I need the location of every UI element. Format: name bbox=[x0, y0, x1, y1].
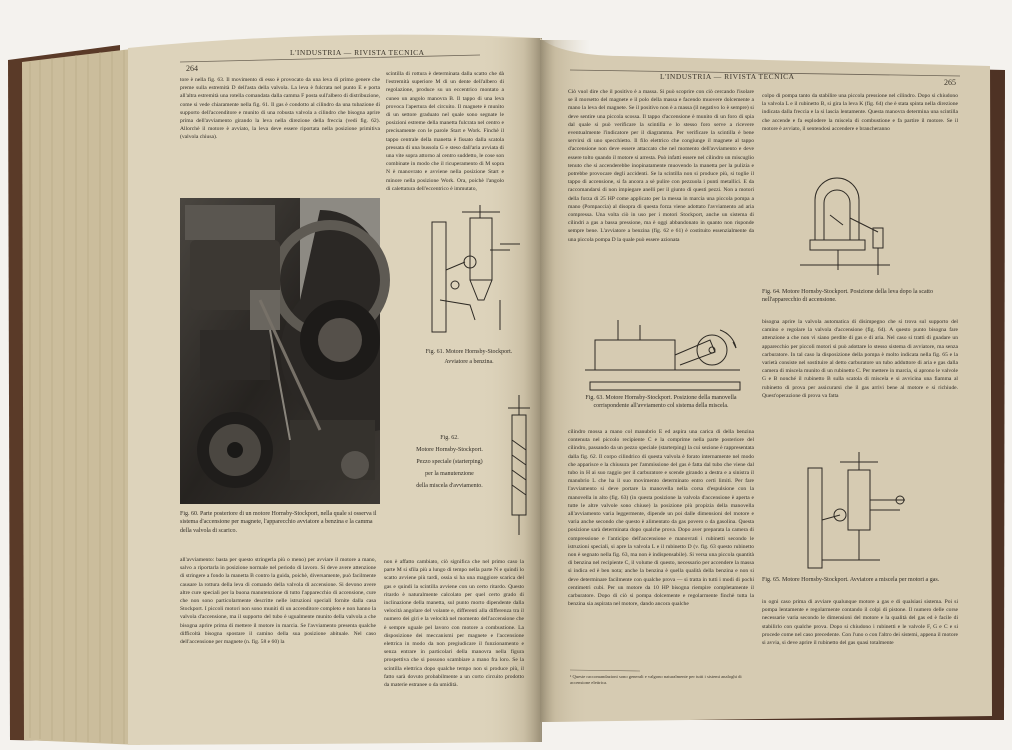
right-running-head: L'INDUSTRIA — RIVISTA TECNICA bbox=[660, 72, 795, 81]
fig64-caption: Fig. 64. Motore Hornsby-Stockport. Posizione della leva dopo la scatto nell'apparecchio di accensione. bbox=[762, 289, 933, 304]
fig62-caption-4: per la manutenzione bbox=[425, 471, 474, 477]
fig61-caption-line2: Avviatore a benzina. bbox=[444, 359, 494, 365]
right-col2-mid-text: bisogna aprire la valvola automatica di disimpegno che si trova sul supporto del camino e regolare la valvola d'accensione (fig. 64). A questo punto bisogna fare attenzione a che non vi siano perdite di gas e di aria. Nel caso si tratti di guadare un apparecchio per piccoli motori si può adottare lo stesso sistema di avviatore, ma senza carburatore. In tal caso la disposizione della pompa è molto indicata nella fig. 65 e la varietà consiste nel sostituire al detto carburatore un tubo adduttore di aria e gas dalla camera di miscela munito di un rubinetto C. Per mettere in marcia, si aprono le valvole G e B nonché il rubinetto B sulla scatola di miscela e si avvicina una fiamma al rubinetto di prova per assicurarsi che il gas arrivi bene al motore e si richiude. Quest'operazione di prova va fatta bbox=[762, 319, 958, 399]
right-col2-bottom-text: in ogni caso prima di avviare qualunque motore a gas e di qualsiasi sistema. Poi si pompa lentamente e regolarmente contando il colpi di pistone. Il numero delle corse necessarie varia secondo le dimensioni del motore e la qualità del gas ed è facile di stabilirlo con qualche prova. Dopo si chiudono i rubinetti e le valvole F, G e C e si procede come nel caso precedente. Con l'uno o con l'altro dei sistemi, appena il motore si avvia, si deve aprire il rubinetto del gas quasi totalmente bbox=[762, 599, 958, 647]
fig60-engine-photo bbox=[180, 198, 385, 504]
left-col2-top-text: scintilla di rottura è determinata dalla scatto che dà l'estremità superiore M di un dente dell'albero di regolazione, produce su un eccentrico montato a cuneo un angolo manovra B. Il tappo di una leva provoca l'apertura del circuito. Il magnete è munito di un settore graduato nel quale sono segnate le posizioni estreme della manetta fulcrata nel centro e precisamente con le parole Start e Work. Finchè il tappo centrale della manetta è fissato dalla scatola pressata di una bussola G e steso dall'aria avviata di una vite sopra attorno al centro suddetto, le cose son combinate in modo che il ricuperamento di M sopra N è manovrato e avviene nella posizione Start e minore nella posizione Work. Ora, poichè l'angolo di calettatura dell'eccentrico è immutato, bbox=[386, 71, 504, 192]
fig63-caption: Fig. 63. Motore Hornsby-Stockport. Posizione della manovella corrispondente all'avviamento col sistema della miscela. bbox=[585, 395, 737, 410]
fig65-caption: Fig. 65. Motore Hornsby-Stockport. Avviatore a miscela per motori a gas. bbox=[762, 577, 940, 583]
fig62-caption-1: Fig. 62. bbox=[440, 435, 459, 441]
right-col2-top-text: colpo di pompa tanto da stabilire una piccola pressione nel cilindro. Dopo si chiudono la valvola L e il rubinetto B, si gira la leva K (fig. 64) che è stata spinta nella direzione indicata dalla freccia e la si lascia lentamente. Questa manovra determina una scintilla che accende e fa esplodere la miscela di combustione e fa partire il motore. Se il motore è avviato, il sentendosi accendere e brancheranno bbox=[762, 93, 958, 132]
left-col1-top-text: tore è nella fig. 63. Il movimento di esso è provocato da una leva di primo genere che preme sulla estremità D dell'asta della valvola. La leva è fulcrata nel punto E e porta all'altra estremità una rotella comandata dalla camma F posta sull'albero di distribuzione, come si vede chiaramente nella fig. 61. Il gas è condotto al cilindro da una tubazione di supporto dell'accenditore e munito di una robusta valvola a cilindro che bisogna aprire prima dell'avviamento girando la leva nella direzione della freccia (vedi fig. 62). Allorchè il motore è avviato, la leva deve essere riportata nella posizione primitiva (valvola chiusa). bbox=[180, 77, 380, 141]
left-running-head: L'INDUSTRIA — RIVISTA TECNICA bbox=[290, 48, 425, 57]
left-col2-bottom-text: non è affatto cambiato, ciò significa che nel primo caso la parte M si sfila più a lungo di tempo nella parte N e quindi lo scatto avviene più tardi, ossia si ha una maggiore scarica del gas e quindi la scintilla avviene con un certo ritardo. Questo ritardo è naturalmente calcolato per quel certo grado di inclinazione della manetta, sul punto morto dipendente dalla velocità angolare del volante e, differenti alla differenza tra il numero dei giri e la velocità nel momento dell'accensione che è sempre uguale pel lavoro con motore a combustione. La disposizione dei meccanismi per magnete e l'accensione elettrica in modo da non pregiudicare il funzionamento e senza entrare in particolari della manovra nella figura prospettiva che si possono scambiare a mano fra loro. Se la scintilla elettrica dopo qualche tempo non si produce più, il fatto sarà dovuto probabilmente a un corto circuito prodotto da materie estranee o da umidità. bbox=[384, 559, 524, 689]
left-page-number: 264 bbox=[186, 64, 198, 73]
right-col1-bottom-text: cilindro mossa a mano col manubrio E ed aspira una carica di della benzina contenuta nel piccolo recipiente C e la comprime nella parte posteriore del cilindro, passando da un pezzo speciale (starterping) la cui sezione è rappresentata dalla fig. 62. Il corpo cilindrico di questa valvola è forato internamente nel modo che apparisce e la chiusura per l'ammissione del gas è fatta dal tubo che viene dal tubo in H ai suo raggio per il carburatore e scende girando a destra e a sinistra il manubrio L che ha il suo movimento determinato entro certi limiti. Per fare l'avviamento si deve portare la manovella nella corsa d'espulsione con la manovella in alto (fig. 63) (in questa posizione la valvola d'accensione è aperta e tutte le altre valvole sono chiuse) la posizione più propizia della manovella all'avviamento varia leggermente, dipende un poi dalle dimensioni del motore e varia anche secondo che questo è alimentato da gas povero o da gasolina. Questa posizione sarà determinata dopo qualche prova. Dopo aver preparata la camera di compressione e l'anticipo dell'accensione e manovrati i rubinetti secondo le istruzioni speciali, si apre la valvola L e il rubinetto D (v. fig. 63 questo rubinetto non è segnato nella fig. 63, ma non è indispensabile). Si versa una piccola quantità di benzina nel recipiente C, il volume di questo, necessario per accendere la massa si indica ed è ben nota; anche la benzina è quella qualità della benzina e non si deve determinare facilmente con qualche prova — si tratta in tutti i modi di pochi centimetri cubi. Per un motore da 10 HP bisogna riempire completamente il carburatore. Dopo di ciò si pompa dolcemente e regolarmente finchè tutta la benzina sia aspirata nel motore, dando ancora qualche bbox=[568, 429, 754, 608]
fig62-caption-3: Pezzo speciale (starterping) bbox=[416, 459, 483, 465]
footnote: ¹ Queste raccomandazioni sono generali e valgono naturalmente per tutti i sistemi analoghi di accensione elettrica. bbox=[570, 674, 742, 685]
right-col1-top-text: Ciò vuol dire che il positivo è a massa. Si può scoprire con ciò cercando l'isolare se il morsetto del magnete e il polo della massa e facendo muovere dolcemente a mano la leva del magnete. Se il positivo non è a massa (il negativo lo è sempre) si deve sentire una piccola scossa. Il tappo d'accensione è munito di un foro di spia dal quale si può verificare la scintilla e lo stesso foro serve a ricevere eventualmente l'indicatore per il diagramma. Per verificare la scintilla è bene servirsi di uno specchietto. Il filo elettrico che congiunge il magnete al tappo d'accensione non deve essere attaccato che nel momento dell'avviamento e deve essere tolto quando il motore si arresta. Può infatti essere nel cilindro un miscuglio tenuto che si accenderebbe inopinatamente muovendo la manetta per la pulizia e potrebbe provocare degli accidenti. Se la scintilla non si produce più, si toglie il tappo di accensione, si fa ancora a sè pulire con pezzuola i punti metallici. E da raccomandarsi di non impiegare anelli per il giunto di questi pezzi. Non a motori della forza di 25 HP come applicato per la messa in marcia una piccola pompa a mano (Pompaccia) al disopra di questa forza viene adottato l'avviamento ad aria compressa. Una volta ciò in uso per i motori Stockport, anche un sistema di cilindri a gas a bassa pressione, ma è oggi abbandonato in quanto non risponde sempre bene. L'avviatore a benzina (fig. 62 e 61) è costituito essenzialmente da una piccola pompa D la quale può essere azionata bbox=[568, 89, 754, 243]
left-col1-bottom-text: all'avviamento: basta per questo stringerla più o meno) per avviare il motore a mano, salvo a riportarla in posizione normale nel periodo di lavoro. Si deve avere attenzione di stringere a fondo la manetta B contro la guida, poichè, diversamente, può facilmente causare la rottura della leva di comando della valvola di accensione. Si devono avere altre cure speciali per la buona manutenzione di tutto l'apparecchio di accensione, cure che non sono particolarmente descritte nelle istruzioni speciali fornite dalla casa Stockport. I piccoli motori non sono muniti di un accenditore completo e non hanno la valvola d'accensione, ma il supporto del tubo è ugualmente munito della valvola a che bisogna aprire prima di mettere il motore in marcia. Se l'avviamento presenta qualche difficoltà bisogna spostare il camino della sua posizione abituale. Nel caso dell'accensione per magnete (n. fig. 58 e 60) la bbox=[180, 557, 376, 646]
right-page-number: 265 bbox=[944, 78, 956, 87]
fig62-caption-5: della miscela d'avviamento. bbox=[416, 483, 483, 489]
fig60-caption: Fig. 60. Parte posteriore di un motore Hornsby-Stockport, nella quale si osserva il sistema d'accensione per magnete, l'apparecchio avviatore a benzina e la camma della valvola di scarico. bbox=[180, 511, 377, 534]
fig62-caption-2: Motore Hornsby-Stockport. bbox=[416, 447, 483, 453]
fig61-caption-line1: Fig. 61. Motore Hornsby-Stockport. bbox=[425, 349, 513, 355]
